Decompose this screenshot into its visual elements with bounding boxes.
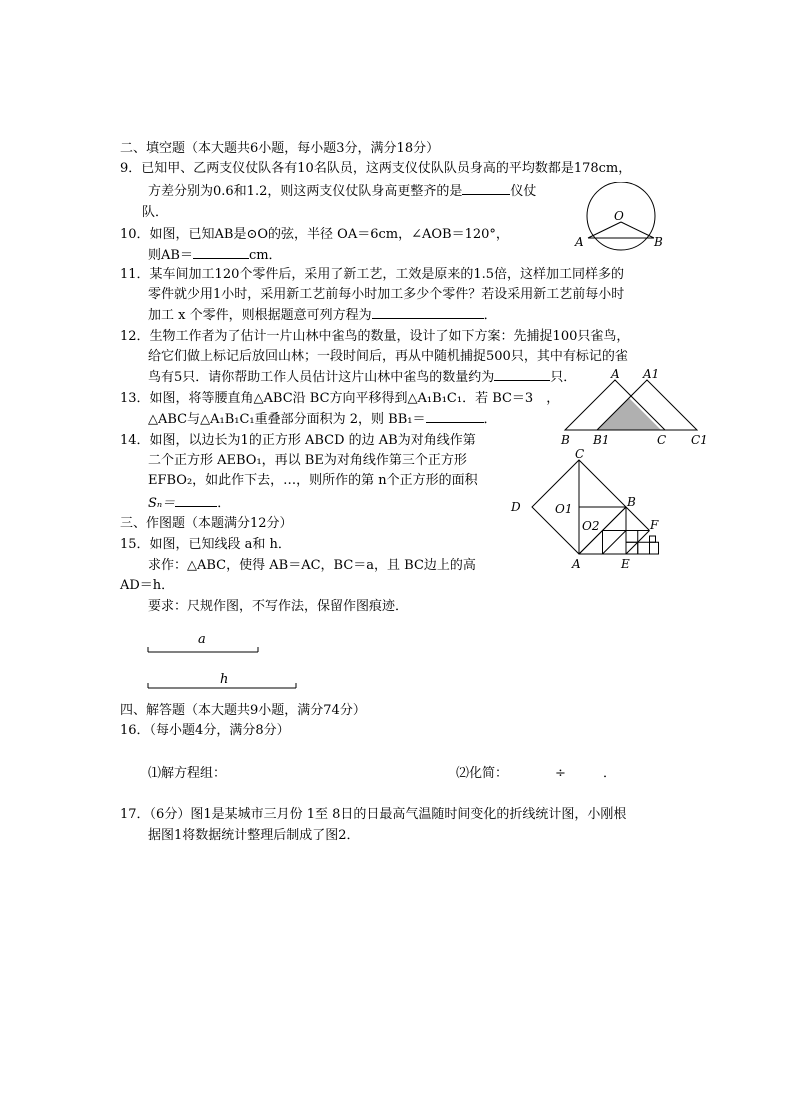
answer-blank-14[interactable] [175,494,217,507]
question-17-line-1: 17．（6分）图1是某城市三月份 1至 8日的日最高气温随时间变化的折线统计图，小刚根 [120,807,627,822]
question-15-line-1: 15．如图，已知线段 a和 h． [120,537,291,552]
label-c: C [657,433,667,447]
question-11-text-end: ． [483,308,497,323]
question-15-line-4: 要求：尺规作图，不写作法，保留作图痕迹． [148,599,409,614]
label-e: E [621,557,630,571]
square-3-diagonal [603,531,627,555]
question-16-part-2: ⑵化简： [456,766,509,781]
question-17-line-2: 据图1将数据统计整理后制成了图2． [148,828,360,843]
radius-oa [588,222,621,238]
question-16-line-1: 16．（每小题4分，满分8分） [120,723,290,738]
question-9-text: 方差分别为0.6和1.2，则这两支仪仗队身高更整齐的是 [148,184,463,199]
square-5 [638,542,650,554]
label-b: B [654,235,663,249]
question-13-line-2 [148,410,497,429]
label-o2: O2 [582,519,600,533]
question-12-line-2: 给它们做上标记后放回山林；一段时间后，再从中随机捕捉500只，其中有标记的雀 [148,349,628,364]
question-13-line-1: 13．如图，将等腰直角△ABC沿 BC方向平移得到△A₁B₁C₁．若 BC＝3 ， [120,391,560,406]
question-13-text-end: ． [483,412,497,427]
label-b: B [561,433,570,447]
squares-figure [505,446,670,574]
answer-blank-10[interactable] [193,246,249,259]
label-o: O [614,209,624,223]
question-11-line-1: 11．某车间加工120个零件后，采用了新工艺，工效是原来的1.5倍，这样加工同样多的 [120,267,625,282]
label-a1: A1 [643,367,660,381]
square-7 [650,536,656,542]
question-15-line-2: 求作：△ABC，使得 AB＝AC，BC＝a，且 BC边上的高 [148,558,476,573]
answer-blank-11[interactable] [372,306,484,319]
question-14-line-3: EFBO₂，如此作下去，…，则所作的第 n个正方形的面积 [148,473,478,488]
overlap-shaded [597,398,661,430]
label-c1: C1 [691,433,708,447]
segment-h-label: h [220,672,229,687]
square-3-edge-bf [626,507,650,531]
section-3-title: 三、作图题（本题满分12分） [120,516,293,531]
question-16-part-1: ⑴解方程组： [148,766,227,781]
answer-blank-9[interactable] [462,182,510,195]
label-a: A [611,367,620,381]
question-14-text: Sₙ＝ [148,496,176,511]
radius-ob [621,222,654,238]
answer-blank-13[interactable] [426,410,484,423]
question-9-line-2 [148,182,536,201]
label-f: F [650,518,659,532]
circle-figure [570,182,675,257]
square-6 [650,542,659,554]
question-11-line-2: 零件就少用1小时，采用新工艺前每小时加工多少个零件？若设采用新工艺前每小时 [148,287,625,302]
question-12-text-end: 只． [550,370,577,385]
question-12-line-1: 12．生物工作者为了估计一片山林中雀鸟的数量，设计了如下方案：先捕捉100只雀鸟， [120,329,630,344]
question-14-line-4 [148,494,230,513]
period-mark: ． [603,766,617,781]
section-4-title: 四、解答题（本大题共9小题，满分74分） [120,703,366,718]
question-14-line-2: 二个正方形 AEBO₁，再以 BE为对角线作第三个正方形 [148,453,467,468]
label-a: A [575,235,584,249]
triangles-figure [555,366,715,448]
segments-figure [140,628,310,693]
section-2-title: 二、填空题（本大题共6小题，每小题3分，满分18分） [120,141,440,156]
question-11-line-3 [148,306,497,325]
question-9-line-1: 9．已知甲、乙两支仪仗队各有10名队员，这两支仪仗队队员身高的平均数都是178cm， [120,161,632,176]
question-10-line-2 [148,246,282,265]
question-9-line-3: 队． [142,205,169,220]
question-10-text: 则AB＝ [148,248,193,263]
divide-sign: ÷ [555,766,566,781]
label-a: A [572,557,581,571]
question-15-line-3: AD＝h． [120,578,175,593]
label-d: D [511,500,521,514]
label-b: B [627,495,636,509]
segment-a-label: a [198,632,206,647]
label-c: C [575,447,585,461]
question-9-text-end: 仪仗 [510,184,537,199]
answer-blank-12[interactable] [494,368,550,381]
question-12-text: 鸟有5只．请你帮助工作人员估计这片山林中雀鸟的数量约为 [148,370,495,385]
question-10-text-end: cm． [248,248,282,263]
question-10-line-1: 10．如图，已知AB是⊙O的弦，半径 OA＝6cm，∠AOB＝120°， [120,227,509,242]
question-14-text-end: ． [217,496,231,511]
square-4 [626,531,638,543]
question-14-line-1: 14．如图，以边长为1的正方形 ABCD 的边 AB为对角线作第 [120,433,476,448]
label-b1: B1 [593,433,610,447]
question-13-text: △ABC与△A₁B₁C₁重叠部分面积为 2，则 BB₁＝ [148,412,426,427]
label-o1: O1 [555,502,573,516]
question-12-line-3 [148,368,576,387]
question-11-text: 加工 x 个零件，则根据题意可列方程为 [148,308,372,323]
